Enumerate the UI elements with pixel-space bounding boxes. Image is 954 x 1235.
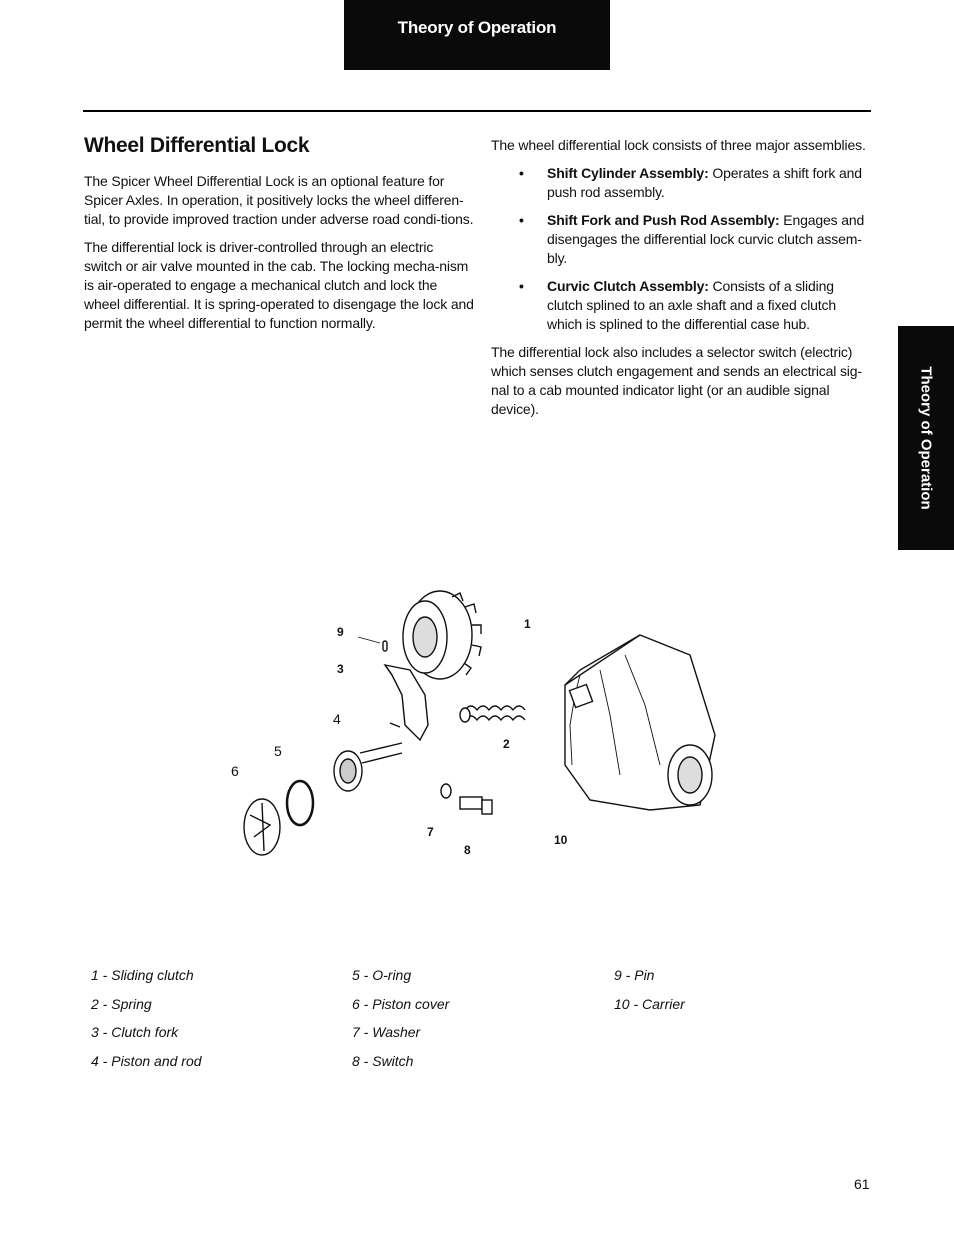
legend-column-3 (614, 965, 685, 1022)
paragraph-operation: The differential lock is driver-controlled through an electric switch or air valve mounted in the cab. The locking mecha-nism is air-operated to engage a mechanical clutch and lock the wheel differential. It is spring-operated to disengage the lock and permit the wheel differential to function normally. (84, 239, 474, 331)
o-ring-drawing (287, 781, 313, 825)
assembly-name: Curvic Clutch Assembly: (547, 278, 709, 294)
legend-item: 3 - Clutch fork (91, 1024, 179, 1040)
legend-item: 6 - Piston cover (352, 995, 450, 1012)
callout-2: 2 (503, 737, 510, 751)
pin-drawing (383, 641, 387, 651)
switch-drawing (460, 797, 492, 814)
right-column (491, 134, 873, 428)
assembly-description: Operates a shift fork and push rod assembly. (547, 165, 862, 200)
exploded-view-drawing (220, 575, 740, 875)
assembly-name: Shift Cylinder Assembly: (547, 165, 709, 181)
header-tab-label: Theory of Operation (397, 18, 557, 37)
legend-item: 8 - Switch (352, 1052, 414, 1069)
spring-drawing (460, 706, 525, 722)
assembly-description: Engages and disengages the differential lock curvic clutch assem-bly. (547, 212, 865, 266)
legend-item: 10 - Carrier (614, 995, 685, 1012)
list-item (491, 164, 873, 202)
callout-10: 10 (554, 833, 568, 847)
callout-8: 8 (464, 843, 471, 857)
side-section-tab (898, 326, 954, 550)
assemblies-intro: The wheel differential lock consists of three major assemblies. (491, 137, 866, 153)
legend-item: 7 - Washer (352, 1024, 421, 1040)
callout-4: 4 (333, 711, 341, 727)
selector-switch-paragraph: The differential lock also includes a selector switch (electric) which senses clutch engagement and sends an electrical sig-nal to a cab mounted indicator light (or an audible signal device). (491, 344, 862, 417)
legend-item: 9 - Pin (614, 967, 655, 983)
legend-column-1 (91, 965, 202, 1079)
side-tab-label: Theory of Operation (917, 366, 935, 510)
callout-9: 9 (337, 625, 344, 639)
callout-6: 6 (231, 763, 239, 779)
bullet: • (519, 212, 524, 228)
bullet: • (519, 278, 524, 294)
legend-column-2 (352, 965, 449, 1079)
piston-rod-drawing (334, 743, 402, 791)
callout-5: 5 (274, 743, 282, 759)
callout-1: 1 (524, 617, 531, 631)
header-divider (83, 110, 871, 112)
assemblies-list (491, 164, 873, 334)
legend-item: 4 - Piston and rod (91, 1052, 202, 1069)
washer-drawing (441, 784, 451, 798)
page-number: 61 (854, 1176, 870, 1192)
list-item (491, 277, 873, 334)
legend-item: 1 - Sliding clutch (91, 967, 194, 983)
legend-item: 5 - O-ring (352, 967, 412, 983)
left-column (84, 134, 474, 342)
header-section-tab (344, 0, 610, 70)
section-title: Wheel Differential Lock (84, 134, 310, 157)
list-item (491, 211, 873, 268)
sliding-clutch-drawing (403, 591, 481, 679)
assembly-name: Shift Fork and Push Rod Assembly: (547, 212, 780, 228)
piston-cover-drawing (244, 799, 280, 855)
assembly-description: Consists of a sliding clutch splined to an axle shaft and a fixed clutch which is splined to the differential case hub. (547, 278, 837, 332)
exploded-view-figure (220, 575, 740, 875)
paragraph-intro: The Spicer Wheel Differential Lock is an optional feature for Spicer Axles. In operation, it positively locks the wheel differen-tial, to provide improved traction under adverse road condi-tions. (84, 173, 474, 227)
clutch-fork-drawing (385, 665, 428, 740)
callout-3: 3 (337, 662, 344, 676)
carrier-drawing (565, 635, 715, 810)
bullet: • (519, 165, 524, 181)
legend-item: 2 - Spring (91, 995, 152, 1012)
callout-7: 7 (427, 825, 434, 839)
